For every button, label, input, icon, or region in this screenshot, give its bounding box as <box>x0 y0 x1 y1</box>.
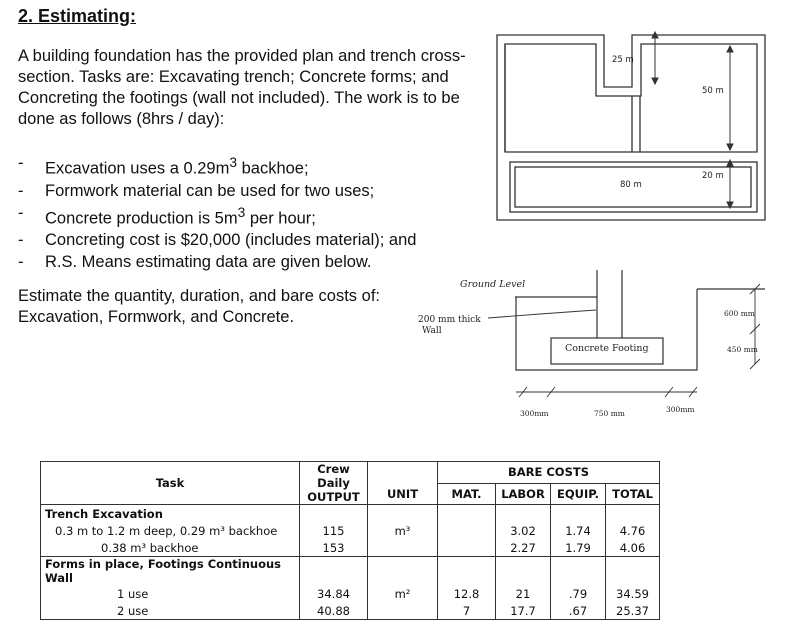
dim-label-300-right: 300mm <box>666 405 695 414</box>
dim-label-450: 450 mm <box>727 345 758 354</box>
dim-label-20: 20 m <box>702 171 724 181</box>
dim-label-25: 25 m <box>612 55 634 65</box>
trench-section-diagram <box>488 270 765 392</box>
dim-label-50: 50 m <box>702 86 724 96</box>
rs-means-table <box>40 461 660 620</box>
header-crew-output: Crew Daily OUTPUT <box>300 462 368 505</box>
dim-label-600: 600 mm <box>724 309 755 318</box>
plan-corridor-outer <box>510 162 757 212</box>
plan-corridor-inner <box>515 167 751 207</box>
wall-label-line2: Wall <box>422 326 442 336</box>
dim-label-300-left: 300mm <box>520 409 549 418</box>
plan-inner-outline <box>505 44 757 152</box>
header-equip: EQUIP. <box>551 483 606 505</box>
estimate-paragraph: Estimate the quantity, duration, and bare costs of: Excavation, Formwork, and Concrete. <box>18 287 380 326</box>
table-row: 2 use 40.88 7 17.7 .67 25.37 <box>41 602 660 620</box>
requirements-list <box>18 152 416 273</box>
list-item: - Concrete production is $5m^3$ per hour; <box>18 202 416 230</box>
header-task: Task <box>41 462 300 505</box>
dim-label-80: 80 m <box>620 180 642 190</box>
header-total: TOTAL <box>606 483 660 505</box>
list-item: - R.S. Means estimating data are given below. <box>18 251 416 273</box>
section-heading: 2. Estimating: <box>18 6 137 26</box>
list-item: - Excavation uses a $0.29m^3$ backhoe; <box>18 152 416 180</box>
header-mat: MAT. <box>438 483 496 505</box>
plan-outer-outline <box>497 35 765 220</box>
table-row <box>41 557 660 586</box>
header-bare-costs: BARE COSTS <box>438 462 660 484</box>
concrete-footing <box>551 338 663 364</box>
list-item: - Formwork material can be used for two uses; <box>18 180 416 202</box>
table-row: 1 use 34.84 m² 12.8 21 .79 34.59 <box>41 585 660 602</box>
header-unit: UNIT <box>368 462 438 505</box>
category-cell: Forms in place, Footings Continuous Wall <box>41 557 300 586</box>
table-row: 0.38 m³ backhoe 153 2.27 1.79 4.06 <box>41 539 660 557</box>
ground-level-label: Ground Level <box>460 279 526 290</box>
table-row <box>41 505 660 523</box>
wall-label-line1: 200 mm thick <box>418 315 481 325</box>
dim-label-750: 750 mm <box>594 409 625 418</box>
footing-label: Concrete Footing <box>565 343 649 354</box>
table-row: 0.3 m to 1.2 m deep, 0.29 m³ backhoe 115 m³ 3.02 1.74 4.76 <box>41 522 660 539</box>
header-labor: LABOR <box>496 483 551 505</box>
category-cell: Trench Excavation <box>41 505 300 523</box>
list-item: - Concreting cost is $20,000 (includes material); and <box>18 229 416 251</box>
intro-paragraph: A building foundation has the provided plan and trench cross-section. Tasks are: Excavating trench; Concrete forms; and Concreting the footings (wall not included). The work is to be done as follows (8hrs / day): <box>18 47 466 128</box>
